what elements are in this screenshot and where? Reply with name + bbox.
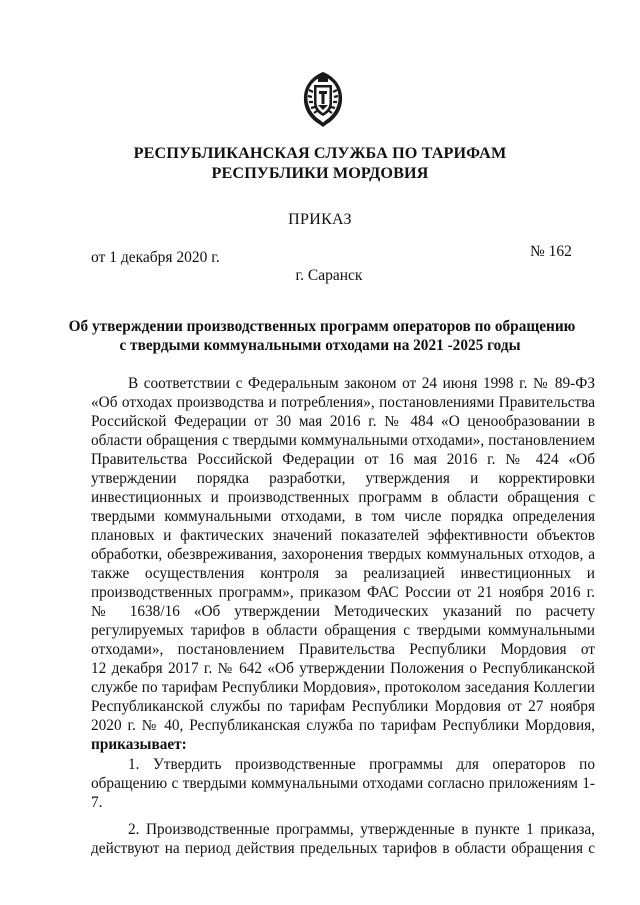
body-text-line: области обращения с твердыми коммунальными отходами», постановлением: [91, 432, 595, 449]
body-text-line: службе по тарифам Республики Мордовия», протоколом заседания Коллегии: [91, 679, 595, 696]
body-text-line: 7.: [91, 794, 103, 811]
body-text-line: 12 декабря 2017 г. № 642 «Об утверждении Положения о Республиканской: [91, 660, 595, 677]
body-text-line: утверждении порядка разработки, утверждения и корректировки: [91, 470, 595, 487]
body-text-line: действуют на период действия предельных тарифов в области обращения с: [91, 840, 595, 857]
subject-line: Об утверждении производственных программ операторов по обращению: [68, 318, 576, 335]
body-text-line: 1. Утвердить производственные программы для операторов по: [128, 756, 595, 773]
document-type: ПРИКАЗ: [288, 211, 352, 228]
body-text-line: Республиканской службы по тарифам Республики Мордовия от 27 ноября: [91, 698, 595, 715]
body-text-line: Российской Федерации от 30 мая 2016 г. № 484 «О ценообразовании в: [91, 413, 595, 430]
document-city: г. Саранск: [295, 267, 363, 284]
body-text-line: инвестиционных и производственных программ в области обращения с: [91, 489, 595, 506]
body-text-line: приказывает:: [91, 736, 187, 753]
document-number: № 162: [530, 243, 572, 260]
body-text-line: 2. Производственные программы, утвержденные в пункте 1 приказа,: [128, 821, 595, 838]
body-text-line: Правительства Российской Федерации от 16 мая 2016 г. № 424 «Об: [91, 451, 595, 468]
document-date: от 1 декабря 2020 г.: [91, 249, 220, 266]
body-text-line: № 1638/16 «Об утверждении Методических указаний по расчету: [91, 603, 595, 620]
org-name-line2: РЕСПУБЛИКИ МОРДОВИЯ: [211, 164, 429, 182]
body-text-line: обработки, обезвреживания, захоронения твердых коммунальных отходов, а: [91, 546, 595, 563]
body-text-line: отходами», постановлением Правительства Республики Мордовия от: [91, 641, 595, 658]
body-text-line: В соответствии с Федеральным законом от 24 июня 1998 г. № 89-ФЗ: [128, 375, 595, 392]
org-name-line1: РЕСПУБЛИКАНСКАЯ СЛУЖБА ПО ТАРИФАМ: [133, 144, 507, 162]
body-text-line: также осуществления контроля за реализацией инвестиционных и: [91, 565, 595, 582]
body-text-line: твердыми коммунальными отходами, в том числе порядка определения: [91, 508, 595, 525]
body-text-line: обращению с твердыми коммунальными отходами согласно приложениям 1-: [91, 775, 595, 792]
body-text-line: 2020 г. № 40, Республиканская служба по тарифам Республики Мордовия,: [91, 717, 595, 734]
coat-of-arms-icon: [299, 70, 347, 128]
body-text-line: производственных программ», приказом ФАС России от 21 ноября 2016 г.: [91, 584, 595, 601]
subject-line: с твердыми коммунальными отходами на 2021 -2025 годы: [119, 337, 521, 354]
body-text-line: регулируемых тарифов в области обращения с твердыми коммунальными: [91, 622, 595, 639]
body-text-line: «Об отходах производства и потребления», постановлениями Правительства: [91, 394, 595, 411]
body-text-line: плановых и фактических значений показателей эффективности объектов: [91, 527, 595, 544]
